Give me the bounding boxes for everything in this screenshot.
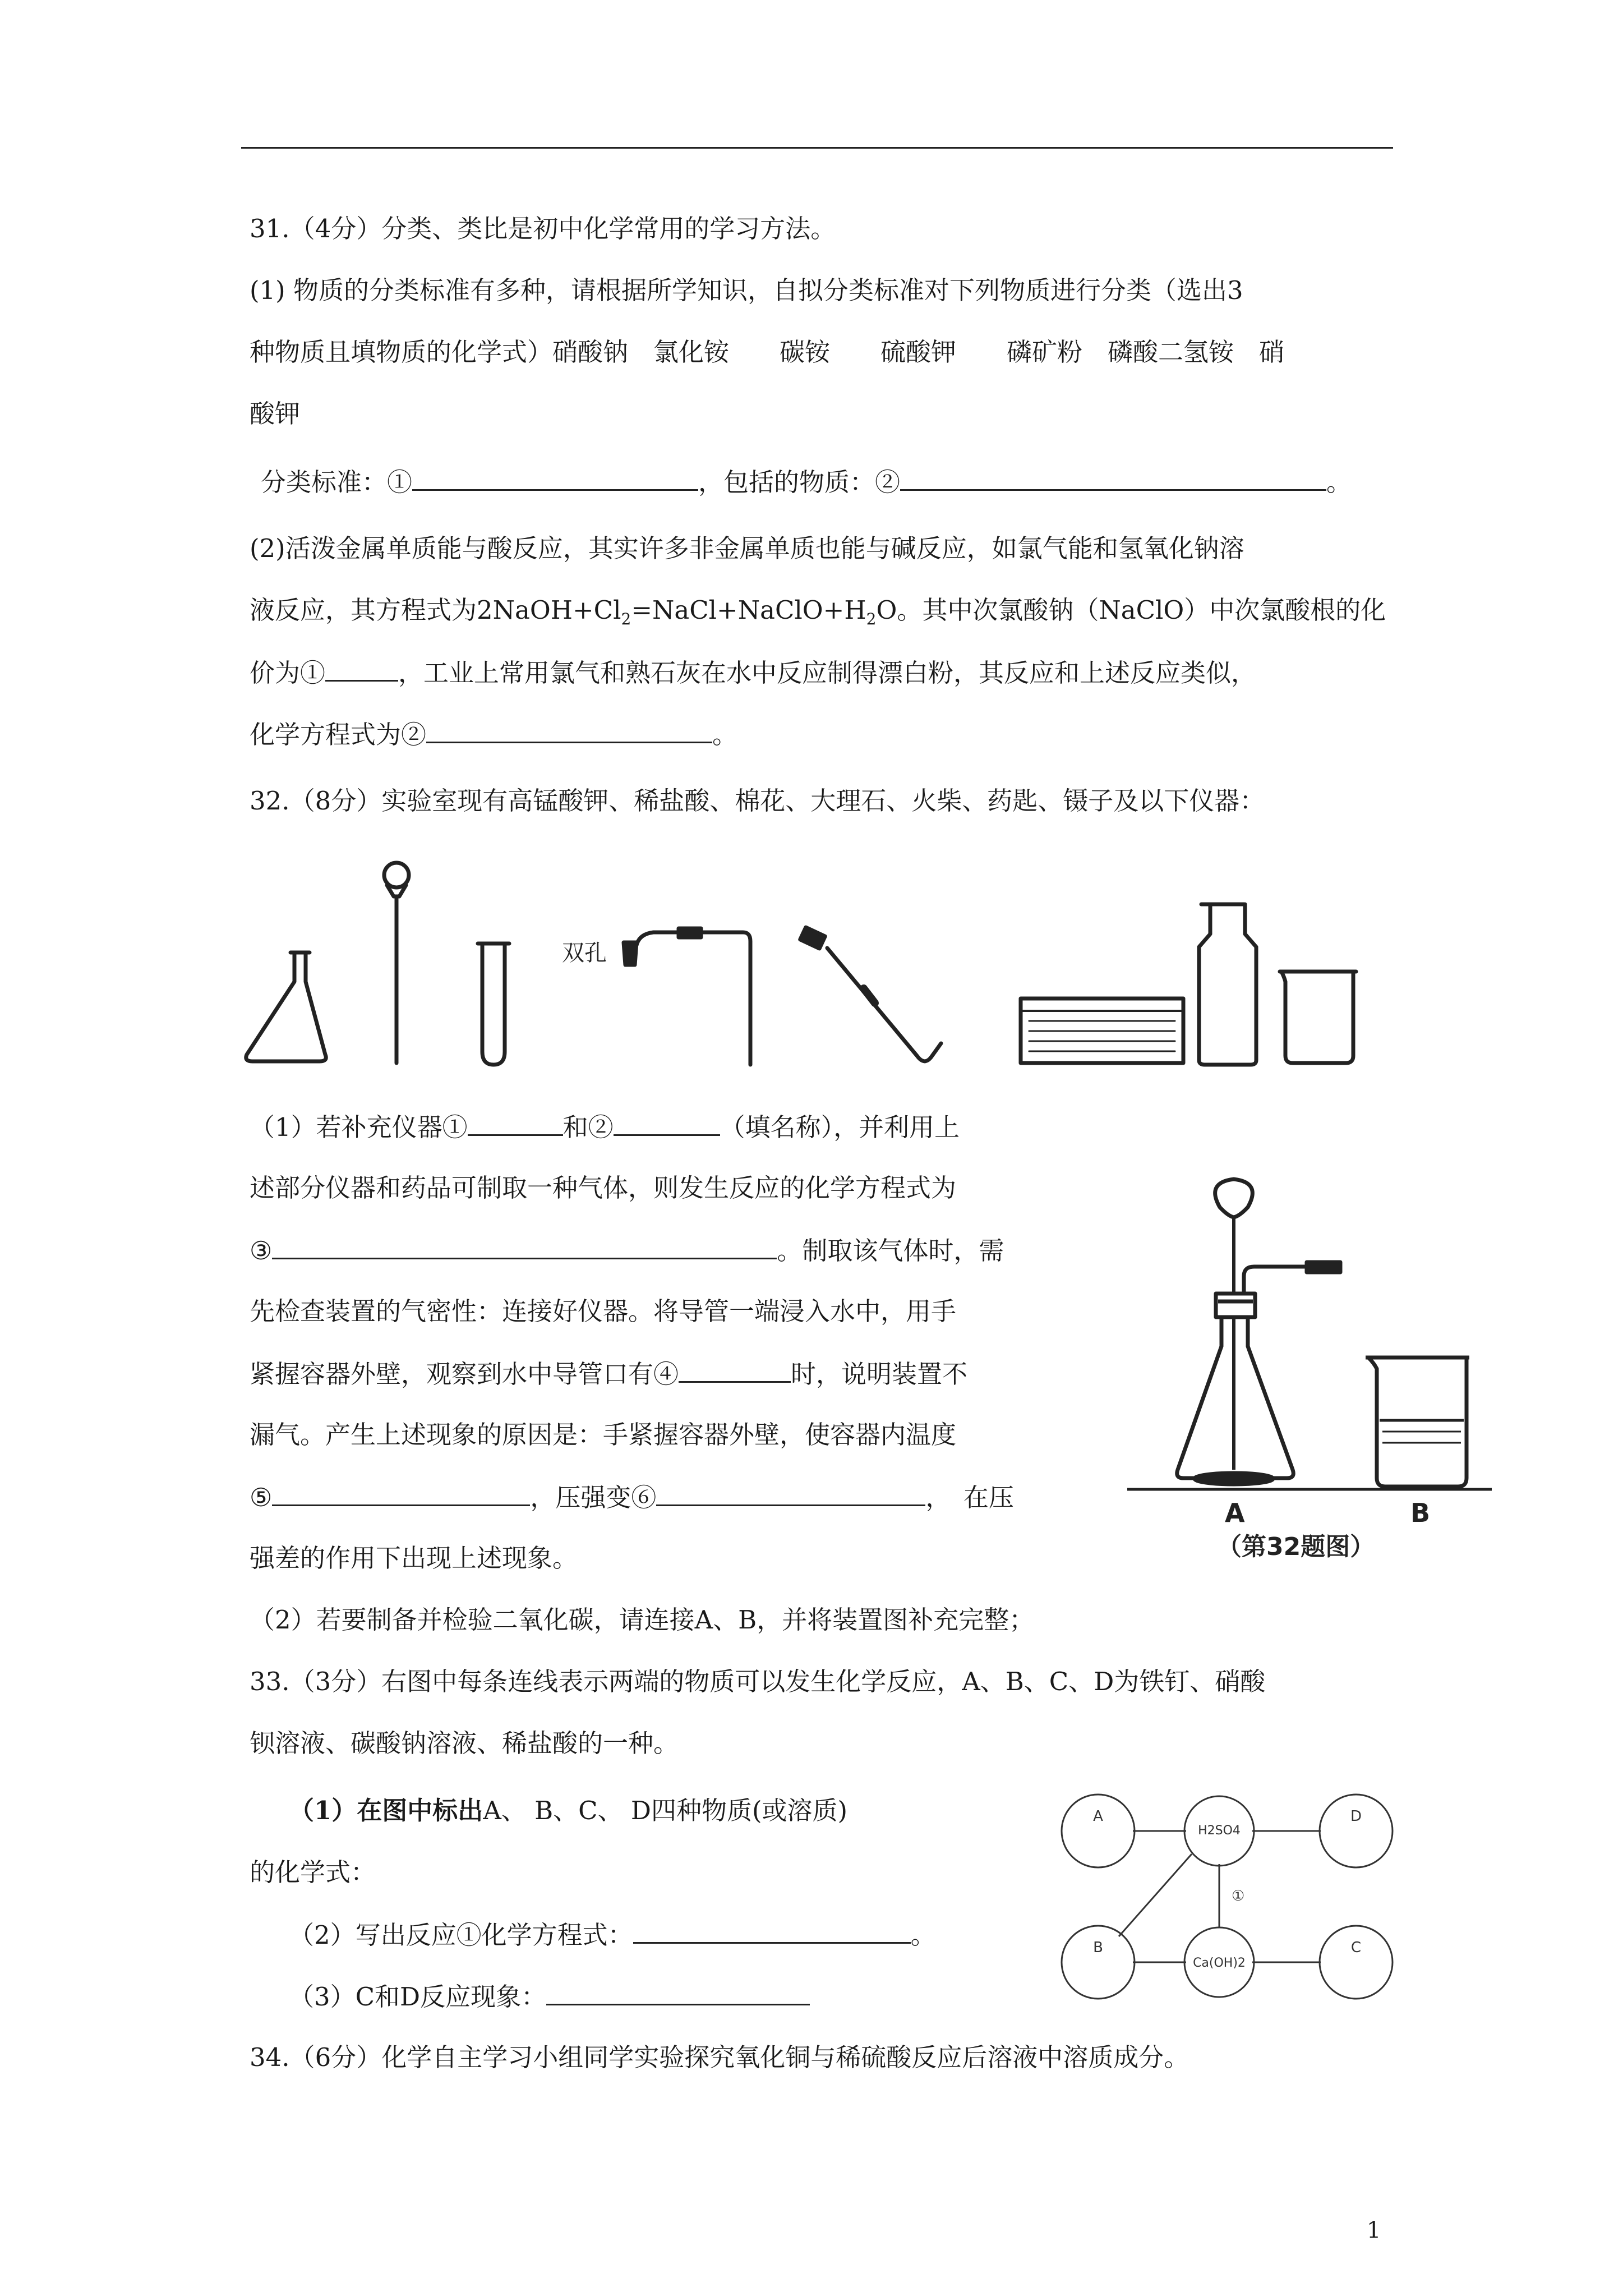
q34-title: 34.（6分）化学自主学习小组同学实验探究氧化铜与稀硫酸反应后溶液中溶质成分。	[250, 2042, 1189, 2072]
q31-blank-4[interactable]	[426, 717, 712, 743]
q32-blank-4[interactable]	[679, 1356, 791, 1383]
q31-p1-line1: (1) 物质的分类标准有多种，请根据所学知识，自拟分类标准对下列物质进行分类（选出3	[250, 275, 1243, 305]
fig-label-a: A	[1225, 1498, 1245, 1528]
reaction-mark: ①	[1232, 1888, 1245, 1904]
node-h2so4: H2SO4	[1198, 1824, 1241, 1838]
q31-p2-line1: (2)活泼金属单质能与酸反应，其实许多非金属单质也能与碱反应，如氯气能和氢氧化钠溶	[250, 533, 1244, 563]
q31-p2-line4	[250, 717, 737, 752]
q31-eq-end: 。	[712, 720, 738, 749]
q32-line2: 述部分仪器和药品可制取一种气体，则发生反应的化学方程式为	[250, 1173, 957, 1203]
q31-eq-label: 化学方程式为②	[250, 720, 427, 749]
gas-collecting-bottle-icon	[1199, 904, 1256, 1065]
q33-s2-text: （2）写出反应①化学方程式：	[289, 1920, 633, 1950]
q33-s1-a: （1）在图中标出	[289, 1796, 483, 1825]
q32-line7	[250, 1480, 1014, 1515]
q32-line5	[250, 1356, 967, 1391]
page-number: 1	[1367, 2217, 1381, 2243]
erlenmeyer-flask-icon	[246, 953, 326, 1061]
q32-l1-c: （填名称），并利用上	[720, 1112, 960, 1142]
q33-blank-2[interactable]	[546, 1979, 810, 2005]
q31-p2-line3-text: ，工业上常用氯气和熟石灰在水中反应制得漂白粉，其反应和上述反应类似，	[398, 658, 1257, 688]
node-a: A	[1093, 1808, 1103, 1825]
q31-sub-2: 2	[866, 610, 877, 628]
q31-sub-1: 2	[621, 610, 631, 628]
q31-std-end: 。	[1326, 467, 1352, 497]
q32-line6: 漏气。产生上述现象的原因是：手紧握容器外壁，使容器内温度	[250, 1420, 957, 1450]
q32-l7-a: ⑤	[250, 1483, 273, 1512]
q31-p1-line2: 种物质且填物质的化学式）硝酸钠 氯化铵 碳铵 硫酸钾 磷矿粉 磷酸二氢铵 硝	[250, 337, 1285, 367]
q32-l3-b: 。制取该气体时，需	[777, 1236, 1004, 1266]
q32-blank-3[interactable]	[272, 1233, 777, 1259]
q33-blank-1[interactable]	[633, 1917, 911, 1944]
q32-line3	[250, 1233, 1004, 1268]
water-trough-icon	[1021, 999, 1183, 1063]
q32-l1-a: （1）若补充仪器①	[250, 1112, 468, 1142]
q31-valence-label: 价为①	[250, 658, 326, 688]
beaker-b-icon	[1368, 1358, 1467, 1487]
angled-delivery-tube-icon	[800, 927, 941, 1061]
node-c: C	[1350, 1939, 1362, 1956]
q32-l7-c: ， 在压	[925, 1483, 1014, 1512]
q33-title2: 钡溶液、碳酸钠溶液、稀盐酸的一种。	[250, 1728, 679, 1758]
q32-line8: 强差的作用下出现上述现象。	[250, 1543, 578, 1573]
q32-line1	[250, 1110, 960, 1144]
q32-setup-figure	[1127, 1167, 1514, 1559]
q33-s1-c: 的化学式：	[250, 1857, 376, 1887]
test-tube-icon	[478, 944, 509, 1065]
stopper-label: 双孔	[562, 940, 607, 966]
q32-l3-a: ③	[250, 1236, 273, 1266]
node-caoh2: Ca(OH)2	[1193, 1956, 1246, 1970]
q32-blank-6[interactable]	[656, 1480, 925, 1506]
q33-s2	[289, 1917, 936, 1952]
q32-title: 32.（8分）实验室现有高锰酸钾、稀盐酸、棉花、大理石、火柴、药匙、镊子及以下仪器：	[250, 786, 1265, 816]
node-d: D	[1350, 1808, 1362, 1825]
beaker-icon	[1280, 972, 1356, 1063]
q31-blank-1[interactable]	[412, 464, 698, 491]
q31-std-line	[261, 464, 1352, 499]
q32-line9: （2）若要制备并检验二氧化碳，请连接A、B，并将装置图补充完整；	[250, 1605, 1035, 1635]
funnel-icon	[1215, 1179, 1253, 1217]
two-hole-stopper-tube-icon	[624, 928, 750, 1065]
q32-l1-b: 和②	[562, 1112, 614, 1142]
q32-line4: 先检查装置的气密性：连接好仪器。将导管一端浸入水中，用手	[250, 1296, 957, 1326]
q33-s1-b: A、 B、C、 D四种物质(或溶质)	[483, 1796, 848, 1825]
q31-blank-3[interactable]	[325, 655, 398, 682]
q31-title: 31.（4分）分类、类比是初中化学常用的学习方法。	[250, 214, 836, 243]
q31-eq-part2: =NaCl+NaClO+H	[631, 595, 866, 625]
q33-s3-text: （3）C和D反应现象：	[289, 1982, 547, 2012]
q32-l5-b: 时，说明装置不	[791, 1359, 968, 1389]
q33-s2-end: 。	[910, 1920, 936, 1950]
long-neck-funnel-icon	[384, 863, 409, 1063]
fig-label-b: B	[1410, 1498, 1431, 1528]
q32-blank-2[interactable]	[614, 1110, 720, 1136]
q31-p2-line2	[250, 593, 1386, 636]
q31-std-label: 分类标准：①	[261, 467, 413, 497]
fig-caption: （第32题图）	[1217, 1533, 1375, 1559]
q32-blank-1[interactable]	[468, 1110, 563, 1136]
q32-blank-5[interactable]	[272, 1480, 530, 1506]
q33-title: 33.（3分）右图中每条连线表示两端的物质可以发生化学反应，A、B、C、D为铁钉、硝酸	[250, 1667, 1266, 1696]
q31-p2-line3	[250, 655, 1256, 690]
q33-s1	[289, 1794, 847, 1828]
node-b: B	[1093, 1939, 1103, 1956]
q32-l5-a: 紧握容器外壁，观察到水中导管口有④	[250, 1359, 679, 1389]
q31-p1-line3: 酸钾	[250, 399, 301, 429]
q32-apparatus-figure	[236, 853, 1402, 1077]
q33-s3	[289, 1979, 810, 2014]
q31-eq-part3: O。其中次氯酸钠（NaClO）中次氯酸根的化	[876, 595, 1386, 625]
header-rule	[241, 147, 1393, 149]
q32-l7-b: ，压强变⑥	[530, 1483, 657, 1512]
q31-eq-part1: 液反应，其方程式为2NaOH+Cl	[250, 595, 621, 625]
q31-std-mid: ，包括的物质：②	[698, 467, 901, 497]
q33-reaction-diagram	[1049, 1789, 1419, 2014]
q31-blank-2[interactable]	[900, 464, 1326, 491]
